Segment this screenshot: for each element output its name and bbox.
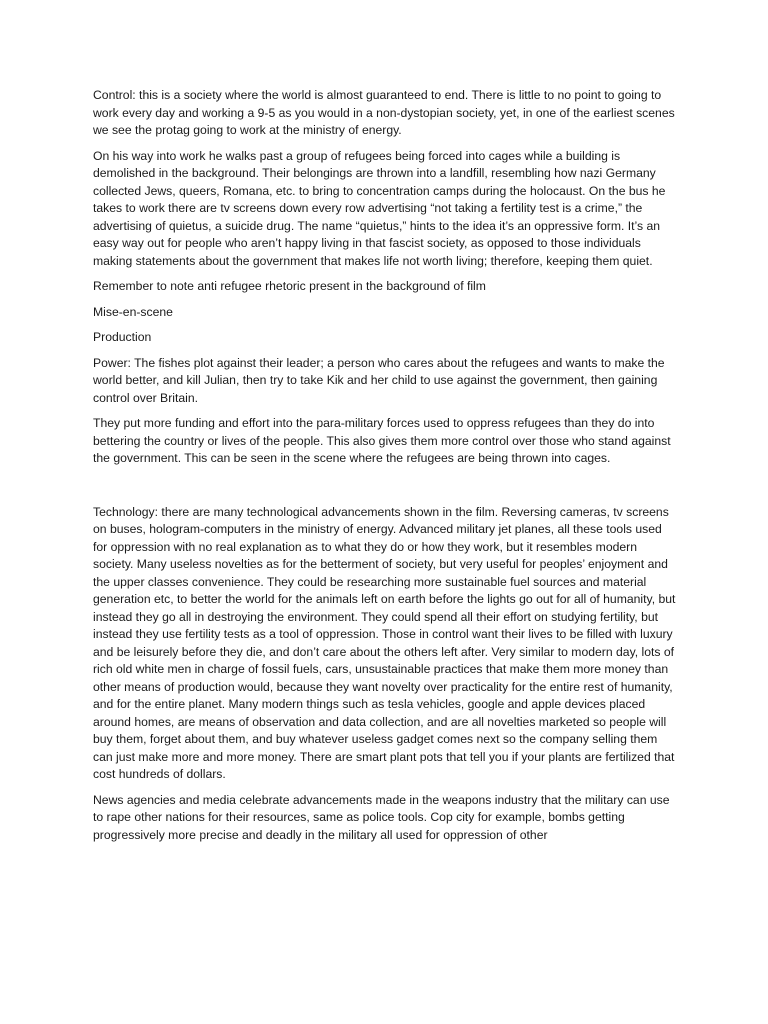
paragraph-funding: They put more funding and effort into the para-military forces used to oppress refugees than they do into bettering the country or lives of the people. This also gives them more control over those who stand against the government. This can be seen in the scene where the refugees are being thrown into cages. (93, 416, 671, 465)
paragraph-production: Production (93, 330, 152, 344)
paragraph-technology: Technology: there are many technological advancements shown in the film. Reversing cameras, tv screens on buses, hologram-computers in the ministry of energy. Advanced military jet planes, all these tools used for oppression with no real explanation as to what they do or how they work, but it resembles modern society. Many useless novelties as for the betterment of society, but very useful for peoples’ enjoyment and the upper classes convenience. They could be researching more sustainable fuel sources and material generation etc, to better the world for the animals left on earth before the lights go out for all of humanity, but instead they go all in destroying the environment. They could spend all their effort on studying fertility, but instead they use fertility tests as a tool of oppression. Those in control want their lives to be filled with luxury and be leisurely before they die, and don’t care about the others left after. Very similar to modern day, lots of rich old white men in charge of fossil fuels, cars, unsustainable practices that make them more money than other means of production would, because they want novelty over practicality for the entire rest of humanity, and for the entire planet. Many modern things such as tesla vehicles, google and apple devices placed around homes, are means of observation and data collection, and are all novelties marketed so people will buy them, forget about them, and buy whatever useless gadget comes next so the company selling them can just make more and more money. There are smart plant pots that tell you if your plants are fertilized that cost hundreds of dollars. (93, 504, 676, 781)
document-body (93, 87, 677, 852)
paragraph-refugees: On his way into work he walks past a group of refugees being forced into cages while a building is demolished in the background. Their belongings are thrown into a landfill, resembling how nazi Germany collected Jews, queers, Romana, etc. to bring to concentration camps during the holocaust. On the bus he takes to work there are tv screens down every row advertising “not taking a fertility test is a crime,” the advertising of quietus, a suicide drug. The name “quietus,” hints to the idea it’s an oppressive form. It’s an easy way out for people who aren’t happy living in that fascist society, as opposed to those individuals making statements about the government that makes life not worth living; therefore, keeping them quiet. (93, 148, 666, 268)
paragraph-power: Power: The fishes plot against their leader; a person who cares about the refugees and wants to make the world better, and kill Julian, then try to take Kik and her child to use against the government, then gaining control over Britain. (93, 355, 665, 405)
paragraph-note: Remember to note anti refugee rhetoric present in the background of film (93, 279, 486, 293)
paragraph-mise-en-scene: Mise-en-scene (93, 304, 173, 319)
paragraph-control: Control: this is a society where the world is almost guaranteed to end. There is little to no point to going to work every day and working a 9-5 as you would in a non-dystopian society, yet, in one of the earliest scenes we see the protag going to work at the ministry of energy. (93, 88, 675, 137)
blank-line (93, 476, 677, 504)
paragraph-news: News agencies and media celebrate advancements made in the weapons industry that the military can use to rape other nations for their resources, same as police tools. Cop city for example, bombs getting progressively more precise and deadly in the military all used for oppression of other (93, 792, 670, 842)
